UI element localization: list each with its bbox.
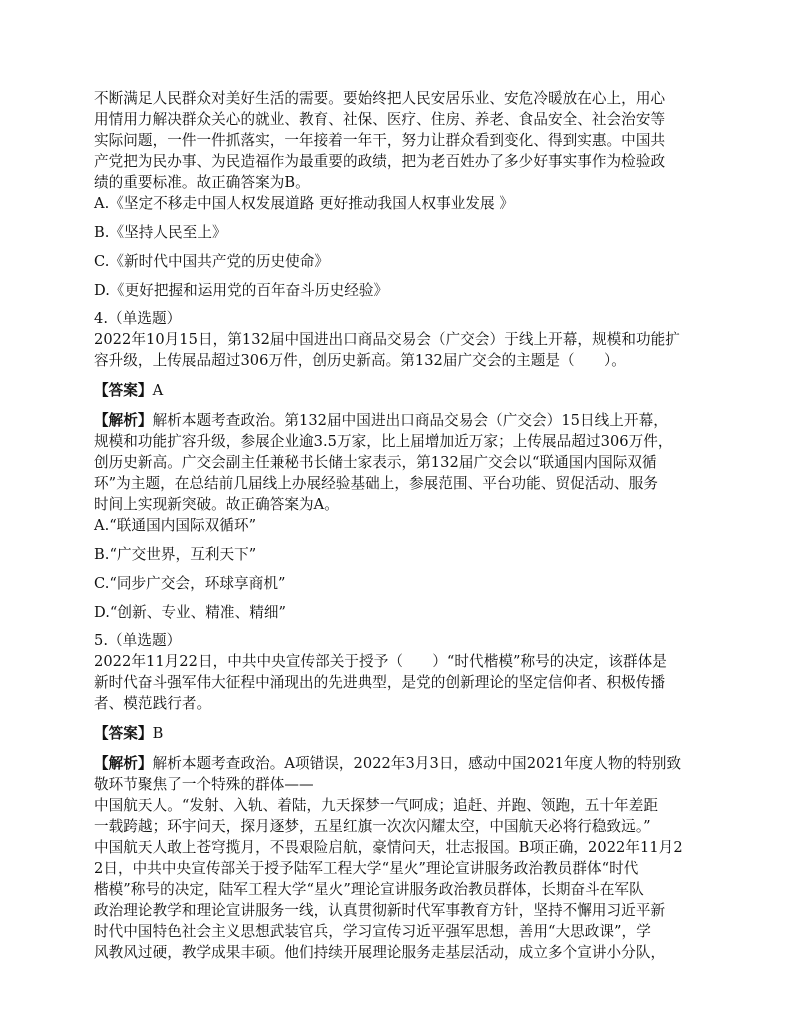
text-line: 不断满足人民群众对美好生活的需要。要始终把人民安居乐业、安危冷暖放在心上，用心 [94, 90, 666, 107]
q3-option-c: C.《新时代中国共产党的历史使命》 [94, 253, 330, 270]
q4-option-b: B.“广交世界，互利天下” [94, 546, 257, 563]
question-stem-line: 2022年10月15日，第132届中国进出口商品交易会（广交会）于线上开幕，规模和功能扩 [94, 331, 680, 348]
analysis-line: 解析本题考查政治。第132届中国进出口商品交易会（广交会）15日线上开幕， [152, 412, 668, 429]
q4-option-c: C.“同步广交会，环球享商机” [94, 575, 286, 592]
analysis-line: 政治理论教学和理论宣讲服务一线，认真贯彻新时代军事教育方针，坚持不懈用习近平新 [94, 902, 666, 919]
question-stem-line: 2022年11月22日，中共中央宣传部关于授予（ ）“时代楷模”称号的决定，该群体是 [94, 653, 667, 670]
q4-option-a: A.“联通国内国际双循环” [94, 517, 257, 534]
analysis-line: 创历史新高。广交会副主任兼秘书长储士家表示，第132届广交会以“联通国内国际双循 [94, 454, 657, 471]
analysis-line: 中国航天人敢上苍穹揽月，不畏艰险启航，豪情问天，壮志报国。B项正确，2022年11月2 [94, 839, 683, 856]
q5-analysis [94, 753, 704, 963]
q3-option-d: D.《更好把握和运用党的百年奋斗历史经验》 [94, 282, 389, 299]
document-page [94, 88, 704, 963]
analysis-line: 环”为主题，在总结前几届线上办展经验基础上，参展范围、平台功能、贸促活动、服务 [94, 475, 658, 492]
answer-value: B [152, 725, 164, 742]
q4-option-d: D.“创新、专业、精准、精细” [94, 604, 287, 621]
analysis-line: 敬环节聚焦了一个特殊的群体—— [94, 776, 314, 793]
analysis-line: 规模和功能扩容升级，参展企业逾3.5万家，比上届增加近万家；上传展品超过306万件， [94, 433, 673, 450]
analysis-tag: 【解析】 [94, 755, 153, 772]
q5-answer [94, 723, 704, 744]
text-line: 绩的重要标准。故正确答案为B。 [94, 174, 310, 191]
analysis-line: 中国航天人。“发射、入轨、着陆，九天探梦一气呵成；追赶、并跑、领跑，五十年差距 [94, 797, 658, 814]
analysis-line: 解析本题考查政治。A项错误，2022年3月3日，感动中国2021年度人物的特别致 [152, 755, 682, 772]
answer-tag: 【答案】 [94, 725, 153, 742]
answer-tag: 【答案】 [94, 382, 153, 399]
q3-option-b: B.《坚持人民至上》 [94, 224, 227, 241]
question-stem-line: 容升级，上传展品超过306万件，创历史新高。第132届广交会的主题是（ ）。 [94, 352, 626, 369]
q4-block [94, 308, 704, 371]
analysis-line: 一载跨越；环宇问天，探月逐梦，五星红旗一次次闪耀太空，中国航天必将行稳致远。” [94, 818, 651, 835]
question-type-label: 5.（单选题） [94, 632, 182, 649]
text-line: 产党把为民办事、为民造福作为最重要的政绩，把为老百姓办了多少好事实事作为检验政 [94, 153, 666, 170]
analysis-line: 2日，中共中央宣传部关于授予陆军工程大学“星火”理论宣讲服务政治教员群体“时代 [94, 860, 639, 877]
question-stem-line: 者、模范践行者。 [94, 695, 212, 712]
q3-explanation [94, 88, 704, 193]
question-stem-line: 新时代奋斗强军伟大征程中涌现出的先进典型，是党的创新理论的坚定信仰者、积极传播 [94, 674, 666, 691]
q3-option-a: A.《坚定不移走中国人权发展道路 更好推动我国人权事业发展 》 [94, 195, 515, 212]
q4-analysis [94, 410, 704, 515]
text-line: 用情用力解决群众关心的就业、教育、社保、医疗、住房、养老、食品安全、社会治安等 [94, 111, 666, 128]
analysis-line: 时代中国特色社会主义思想武装官兵，学习宣传习近平强军思想，善用“大思政课”，学 [94, 923, 651, 940]
question-type-label: 4.（单选题） [94, 310, 182, 327]
text-line: 实际问题，一件一件抓落实，一年接着一年干，努力让群众看到变化、得到实惠。中国共 [94, 132, 666, 149]
analysis-line: 风教风过硬，教学成果丰硕。他们持续开展理论服务走基层活动，成立多个宣讲小分队， [94, 944, 666, 961]
answer-value: A [152, 382, 164, 399]
analysis-line: 楷模”称号的决定，陆军工程大学“星火”理论宣讲服务政治教员群体，长期奋斗在军队 [94, 881, 644, 898]
analysis-tag: 【解析】 [94, 412, 153, 429]
q4-answer [94, 380, 704, 401]
analysis-line: 时间上实现新突破。故正确答案为A。 [94, 496, 339, 513]
q5-block [94, 630, 704, 714]
